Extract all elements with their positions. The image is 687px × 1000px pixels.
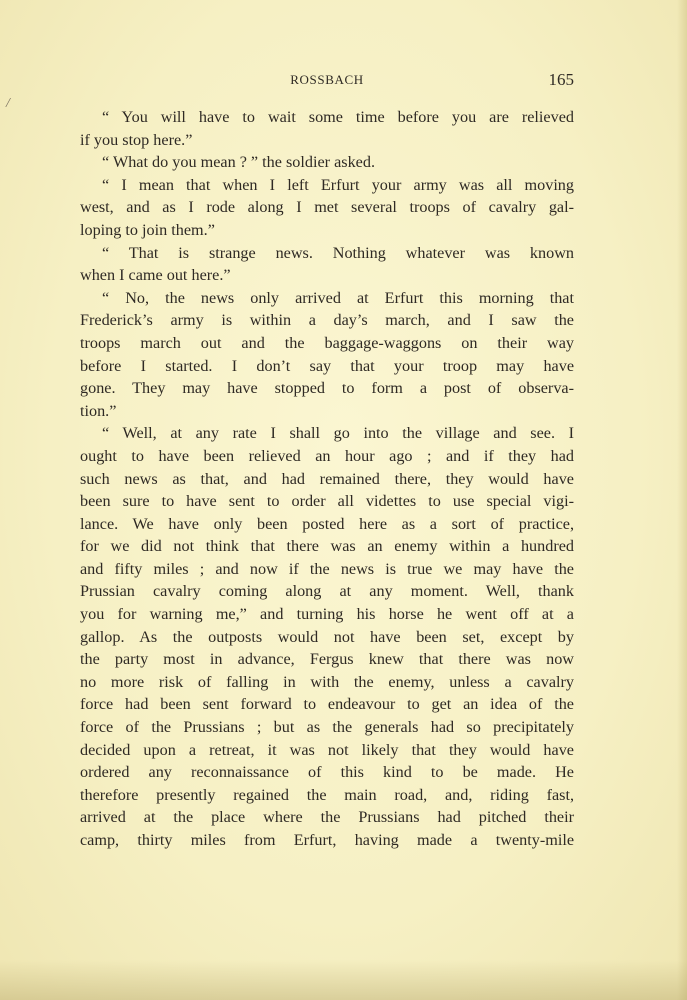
text-line: west, and as I rode along I met several troops of cavalry gal-: [80, 198, 574, 217]
text-line: gallop. As the outposts would not have been set, except by: [80, 627, 574, 646]
page-edge-shadow: [677, 0, 687, 1000]
text-line: “ You will have to wait some time before you are relieved: [102, 108, 574, 126]
text-line: ought to have been relieved an hour ago ; and if they had: [80, 446, 574, 465]
running-title: ROSSBACH: [290, 72, 364, 87]
text-line: lance. We have only been posted here as a sort of practice,: [80, 514, 574, 533]
text-line: Prussian cavalry coming along at any moment. Well, thank: [80, 582, 574, 601]
text-line: the party most in advance, Fergus knew that there was now: [80, 650, 574, 669]
text-line: tion.”: [80, 401, 117, 420]
text-line: “ I mean that when I left Erfurt your army was all moving: [102, 175, 574, 194]
text-line: arrived at the place where the Prussians had pitched their: [80, 808, 574, 827]
text-line: decided upon a retreat, it was not likely that they would have: [80, 740, 574, 759]
page-number: 165: [548, 70, 574, 89]
text-line: for we did not think that there was an enemy within a hundred: [80, 537, 574, 556]
text-line: force had been sent forward to endeavour to get an idea of the: [80, 695, 574, 714]
text-line: troops march out and the baggage-waggons on their way: [80, 333, 574, 352]
text-line: force of the Prussians ; but as the generals had so precipitately: [80, 718, 574, 737]
text-line: such news as that, and had remained there, they would have: [80, 469, 574, 488]
text-line: “ No, the news only arrived at Erfurt this morning that: [102, 288, 574, 307]
text-line: “ That is strange news. Nothing whatever was known: [102, 243, 574, 262]
text-line: when I came out here.”: [80, 266, 231, 285]
text-line: “ What do you mean ? ” the soldier asked.: [102, 153, 375, 172]
margin-pencil-mark: /: [6, 96, 10, 111]
text-line: if you stop here.”: [80, 130, 193, 149]
text-line: you for warning me,” and turning his horse he went off at a: [80, 605, 574, 624]
text-line: and fifty miles ; and now if the news is true we may have the: [80, 559, 574, 578]
text-line: been sure to have sent to order all videttes to use special vigi-: [80, 492, 574, 511]
body-text: [80, 106, 574, 852]
text-line: therefore presently regained the main road, and, riding fast,: [80, 785, 574, 804]
text-line: loping to join them.”: [80, 220, 215, 239]
text-line: ordered any reconnaissance of this kind to be made. He: [80, 763, 574, 782]
text-line: camp, thirty miles from Erfurt, having made a twenty-mile: [80, 831, 574, 849]
text-line: before I started. I don’t say that your troop may have: [80, 356, 574, 375]
text-line: Frederick’s army is within a day’s march, and I saw the: [80, 311, 574, 330]
text-line: no more risk of falling in with the enemy, unless a cavalry: [80, 672, 574, 691]
page-bottom-shadow: [0, 960, 687, 1000]
text-line: “ Well, at any rate I shall go into the village and see. I: [102, 424, 574, 443]
running-head: [80, 70, 574, 92]
text-line: gone. They may have stopped to form a post of observa-: [80, 379, 574, 398]
